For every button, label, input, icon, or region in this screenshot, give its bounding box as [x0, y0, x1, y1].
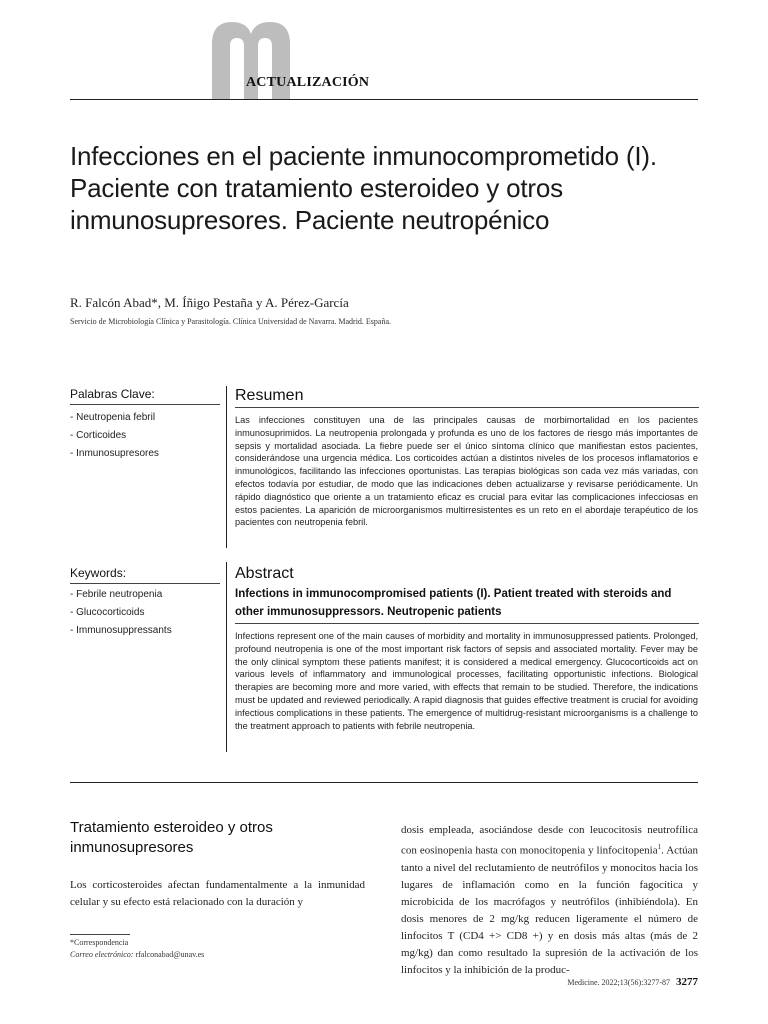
palabras-clave-heading: Palabras Clave:: [70, 387, 155, 401]
abstract-text: Infections represent one of the main causes of morbidity and mortality in immunosuppressed patients. Prolonged, profound neutropenia is one of the most important risk factors of sepsis and associated mortality. Fever may be the only clinical symptom these patients manifest; it is considered a medical emergency. Glucocorticoids act on various levels of inflammatory and immunological processes, facilitating opportunistic infections. Biological therapies are becoming more and more varied, with effects that remain to be studied. Therefore, the indications must be updated and reviewed periodically. A rapid diagnosis that guides effective treatment is crucial for avoiding infectious complications in these patients. The emergence of multidrug-resistant microorganisms is a challenge to the treatment approach to patients with febrile neutropenia.: [235, 631, 698, 731]
email-label: Correo electrónico:: [70, 950, 134, 959]
page-footer: [567, 976, 698, 988]
correspondence-label: *Correspondencia: [70, 938, 129, 947]
article-authors: R. Falcón Abad*, M. Íñigo Pestaña y A. Pérez-García: [70, 295, 349, 310]
header-rule: [70, 99, 698, 100]
resumen-rule: [235, 407, 699, 408]
abstract-rule: [235, 623, 699, 624]
citation: Medicine. 2022;13(56):3277-87: [567, 978, 670, 987]
keywords-list: [70, 586, 172, 640]
article-title: Infecciones en el paciente inmunocomprometido (I). Paciente con tratamiento esteroideo y otros inmunosupresores. Paciente neutropénico: [70, 141, 657, 235]
email-address[interactable]: rfalconabad@unav.es: [135, 950, 205, 959]
body-section-title: Tratamiento esteroideo y otros inmunosupresores: [70, 819, 273, 856]
article-affiliation: Servicio de Microbiología Clínica y Parasitología. Clínica Universidad de Navarra. Madrid. España.: [70, 317, 392, 326]
keyword-item: - Glucocorticoids: [70, 607, 145, 618]
body-right-paragraph: [401, 822, 698, 979]
keywords-rule: [70, 583, 220, 584]
resumen-divider: [226, 386, 227, 548]
email-line: [70, 949, 204, 961]
palabra-clave-item: - Inmunosupresores: [70, 448, 159, 459]
keyword-item: - Immunosuppressants: [70, 625, 172, 636]
body-right-text-b: . Actúan tanto a nivel del reclutamiento de neutrófilos y monocitos hacia los lugares de inflamación como en la función fagocítica y microbicida de los macrófagos y neutrófilos (inhibiéndola). En dosis menores de 2 mg/kg reducen ligeramente el número de linfocitos T (CD4 +> CD8 +) y en dosis más altas (más de 2 mg/kg) dan como resultado la supresión de la activación de los linfocitos y la inhibición de la produc-: [401, 844, 698, 976]
section-rule: [70, 782, 698, 783]
resumen-text: Las infecciones constituyen una de las principales causas de morbimortalidad en los pacientes inmunosuprimidos. La neutropenia prolongada y profunda es uno de los factores de riesgo más importantes de sepsis y mortalidad asociada. La fiebre puede ser el único síntoma clínico que manifiestan estos pacientes, considerándose una urgencia médica. Los corticoides actúan a distintos niveles de los procesos inflamatorios e inmunológicos, facilitando las infecciones oportunistas. Las terapias biológicas son cada vez más variadas, con efectos todavía por estudiar, de modo que las indicaciones deben actualizarse y revisarse periódicamente. Un rápido diagnóstico que oriente a un tratamiento eficaz es crucial para evitar las complicaciones infecciosas en estos pacientes. La aparición de microorganismos multirresistentes es un reto en el abordaje terapéutico de los pacientes con neutropenia febril.: [235, 415, 698, 528]
reference-marker[interactable]: 1: [657, 843, 662, 851]
body-left-paragraph: Los corticosteroides afectan fundamentalmente a la inmunidad celular y su efecto está relacionado con la duración y: [70, 879, 365, 908]
section-label: ACTUALIZACIÓN: [246, 75, 370, 90]
keyword-item: - Febrile neutropenia: [70, 589, 163, 600]
palabras-clave-list: [70, 409, 159, 463]
resumen-heading: Resumen: [235, 387, 304, 404]
abstract-divider: [226, 562, 227, 752]
footnote: [70, 937, 204, 961]
footnote-rule: [70, 934, 130, 935]
keywords-heading: Keywords:: [70, 566, 127, 580]
page-number: 3277: [676, 976, 698, 988]
palabras-clave-rule: [70, 404, 220, 405]
palabra-clave-item: - Corticoides: [70, 430, 127, 441]
palabra-clave-item: - Neutropenia febril: [70, 412, 156, 423]
abstract-title: Infections in immunocompromised patients (I). Patient treated with steroids and other immunosuppressors. Neutropenic patients: [235, 588, 672, 618]
abstract-heading: Abstract: [235, 565, 294, 582]
body-right-text-a: dosis empleada, asociándose desde con leucocitosis neutrofílica con eosinopenia hasta con monocitopenia y linfocitopenia: [401, 824, 698, 857]
